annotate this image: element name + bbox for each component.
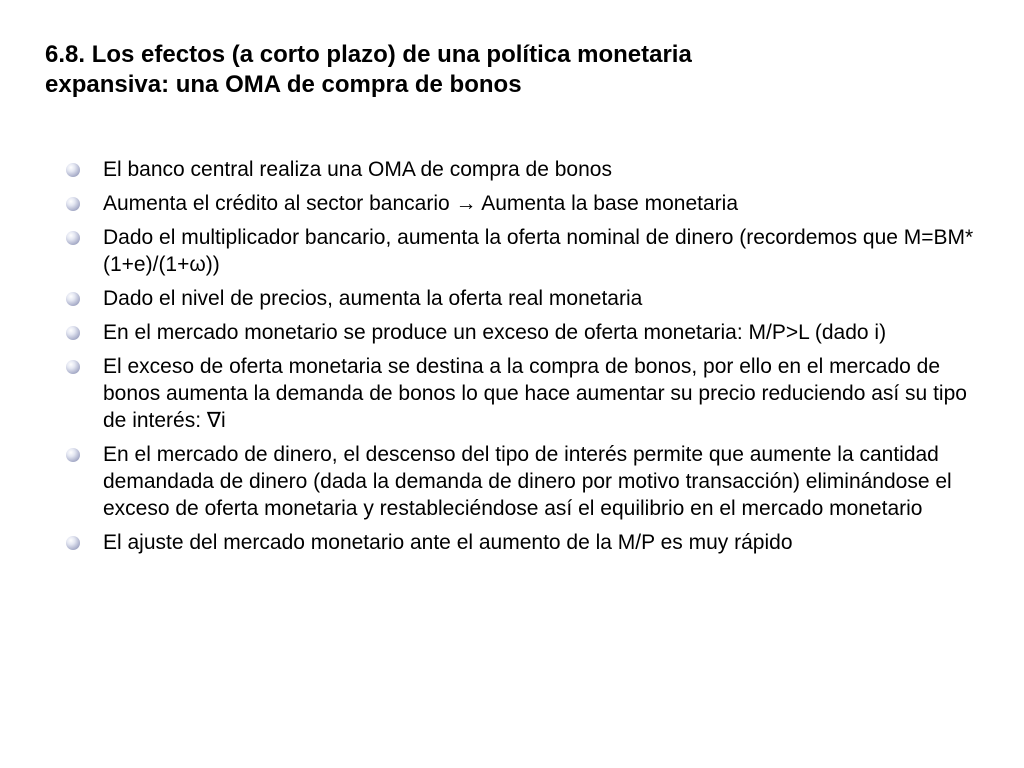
bullet-text: El exceso de oferta monetaria se destina a la compra de bonos, por ello en el mercado de bonos aumenta la demanda de bonos lo que hace aumentar su precio reduciendo así su tipo de interés: ∇i: [103, 355, 967, 432]
bullet-item: [62, 190, 982, 217]
bullet-text: Aumenta el crédito al sector bancario → Aumenta la base monetaria: [103, 192, 739, 215]
bullet-item: [62, 529, 982, 556]
slide-title-line-1: 6.8. Los efectos (a corto plazo) de una política monetaria: [45, 41, 692, 68]
bullet-text: En el mercado de dinero, el descenso del tipo de interés permite que aumente la cantidad demandada de dinero (dada la demanda de dinero por motivo transacción) eliminándose el exceso de oferta monetaria y restableciéndose así el equilibrio en el mercado monetario: [103, 443, 952, 520]
bullet-item: [62, 319, 982, 346]
bullet-dot-icon: [66, 163, 80, 177]
bullet-item: [62, 224, 982, 278]
bullet-text: Dado el nivel de precios, aumenta la oferta real monetaria: [103, 287, 643, 310]
slide-title-line-2: expansiva: una OMA de compra de bonos: [45, 71, 522, 98]
bullet-dot-icon: [66, 536, 80, 550]
bullet-dot-icon: [66, 292, 80, 306]
slide-title: [45, 40, 945, 100]
bullet-dot-icon: [66, 360, 80, 374]
bullet-list: [62, 156, 982, 563]
bullet-dot-icon: [66, 197, 80, 211]
bullet-item: [62, 441, 982, 522]
bullet-dot-icon: [66, 326, 80, 340]
bullet-text: En el mercado monetario se produce un exceso de oferta monetaria: M/P>L (dado i): [103, 321, 887, 344]
bullet-text: El banco central realiza una OMA de compra de bonos: [103, 158, 612, 181]
bullet-dot-icon: [66, 231, 80, 245]
bullet-item: [62, 156, 982, 183]
bullet-dot-icon: [66, 448, 80, 462]
bullet-text: El ajuste del mercado monetario ante el aumento de la M/P es muy rápido: [103, 531, 793, 554]
bullet-text: Dado el multiplicador bancario, aumenta la oferta nominal de dinero (recordemos que M=BM*(1+e)/(1+ω)): [103, 226, 974, 276]
bullet-item: [62, 285, 982, 312]
bullet-item: [62, 353, 982, 434]
